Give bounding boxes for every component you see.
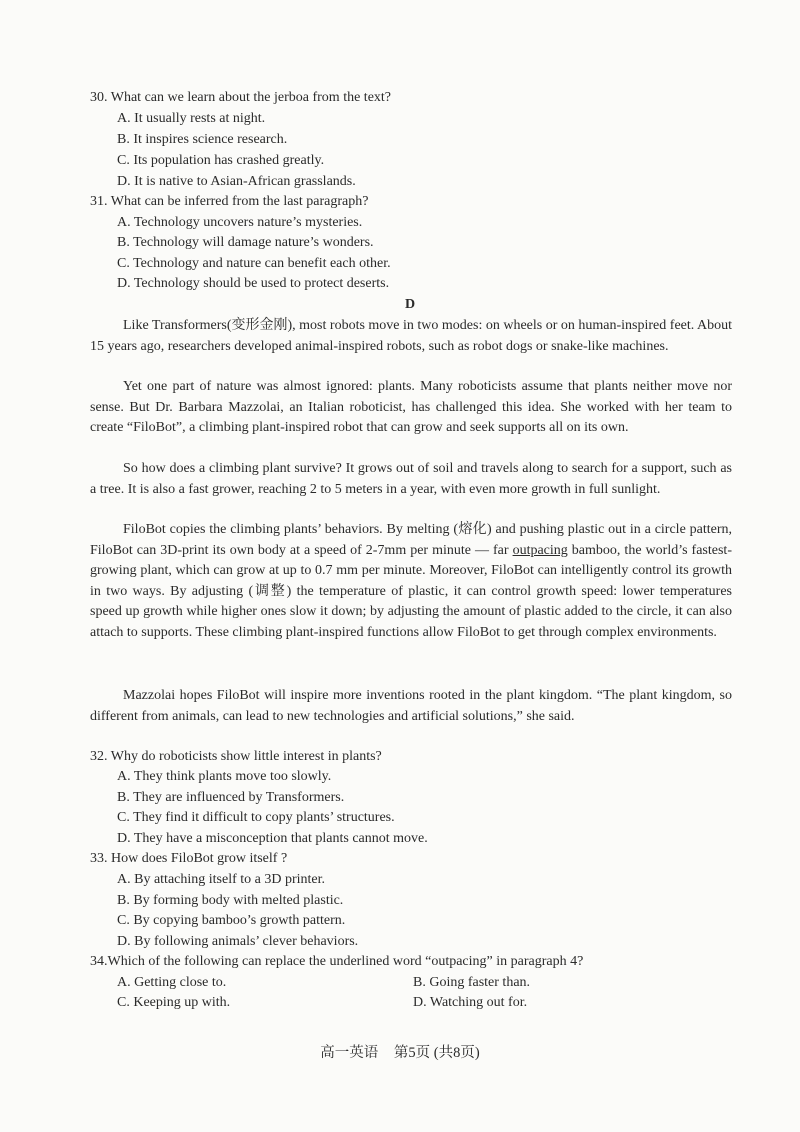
q31-option-d: D. Technology should be used to protect deserts. bbox=[117, 276, 390, 291]
question-33: 33. How does FiloBot grow itself ? bbox=[90, 851, 288, 866]
q31-option-b: B. Technology will damage nature’s wonders. bbox=[117, 235, 374, 250]
question-31: 31. What can be inferred from the last paragraph? bbox=[90, 194, 369, 209]
passage-paragraph-3: So how does a climbing plant survive? It grows out of soil and travels along to search for a support, such as a tree. It is also a fast grower, reaching 2 to 5 meters in a year, with even more growth in full sunlight. bbox=[90, 461, 732, 497]
paragraph-4-start: FiloBot copies the climbing plants’ behaviors. By melting (熔化) and pushing plastic out in a circle pattern, FiloBot can 3D-print its own body at a speed of 2-7mm per minute — far bbox=[90, 522, 732, 558]
q31-option-c: C. Technology and nature can benefit each other. bbox=[117, 256, 391, 271]
passage-paragraph-1: Like Transformers(变形金刚), most robots move in two modes: on wheels or on human-inspired feet. About 15 years ago, researchers developed animal-inspired robots, such as robot dogs or snake-like machines. bbox=[90, 318, 732, 354]
footer-subject: 高一英语 bbox=[320, 1045, 379, 1061]
q34-option-a: A. Getting close to. bbox=[117, 975, 227, 990]
q34-option-b: B. Going faster than. bbox=[413, 975, 531, 990]
q30-option-b: B. It inspires science research. bbox=[117, 132, 288, 147]
q33-option-c: C. By copying bamboo’s growth pattern. bbox=[117, 913, 346, 928]
underlined-word: outpacing bbox=[512, 542, 568, 558]
paragraph-4-end: bamboo, the world’s fastest-growing plant, which can grow at up to 0.7 mm per minute. Moreover, FiloBot can intelligently control its growth in two ways. By adjusting (调整) the temperature of plastic, it can control growth speed: lower temperatures speed up growth while higher ones slow it down; by adjusting the amount of plastic added to the circle, it can also attach to supports. These climbing plant-inspired functions allow FiloBot to get through complex environments. bbox=[90, 542, 732, 640]
passage-paragraph-2: Yet one part of nature was almost ignored: plants. Many roboticists assume that plants neither move nor sense. But Dr. Barbara Mazzolai, an Italian roboticist, has challenged this idea. She worked with her team to create “FiloBot”, a climbing plant-inspired robot that can grow and seek supports all on its own. bbox=[90, 379, 732, 436]
q30-option-a: A. It usually rests at night. bbox=[117, 111, 266, 126]
section-letter: D bbox=[404, 297, 416, 312]
q33-option-b: B. By forming body with melted plastic. bbox=[117, 893, 344, 908]
q32-option-d: D. They have a misconception that plants cannot move. bbox=[117, 831, 428, 846]
question-30: 30. What can we learn about the jerboa from the text? bbox=[90, 90, 392, 105]
q33-option-a: A. By attaching itself to a 3D printer. bbox=[117, 872, 326, 887]
passage-paragraph-4 bbox=[90, 520, 732, 644]
q32-option-c: C. They find it difficult to copy plants’ structures. bbox=[117, 810, 395, 825]
footer-page-number: 第5页 (共8页) bbox=[393, 1045, 480, 1061]
question-32: 32. Why do roboticists show little interest in plants? bbox=[90, 749, 382, 764]
q32-option-b: B. They are influenced by Transformers. bbox=[117, 790, 345, 805]
q34-option-c: C. Keeping up with. bbox=[117, 995, 231, 1010]
q34-option-d: D. Watching out for. bbox=[413, 995, 528, 1010]
page-footer bbox=[0, 1043, 800, 1063]
question-34: 34.Which of the following can replace the underlined word “outpacing” in paragraph 4? bbox=[90, 954, 584, 969]
q31-option-a: A. Technology uncovers nature’s mysteries. bbox=[117, 215, 363, 230]
q32-option-a: A. They think plants move too slowly. bbox=[117, 769, 332, 784]
q30-option-d: D. It is native to Asian-African grasslands. bbox=[117, 174, 356, 189]
q30-option-c: C. Its population has crashed greatly. bbox=[117, 153, 325, 168]
passage-paragraph-5: Mazzolai hopes FiloBot will inspire more inventions rooted in the plant kingdom. “The plant kingdom, so different from animals, can lead to new technologies and artificial solutions,” she said. bbox=[90, 688, 732, 724]
q33-option-d: D. By following animals’ clever behaviors. bbox=[117, 934, 359, 949]
